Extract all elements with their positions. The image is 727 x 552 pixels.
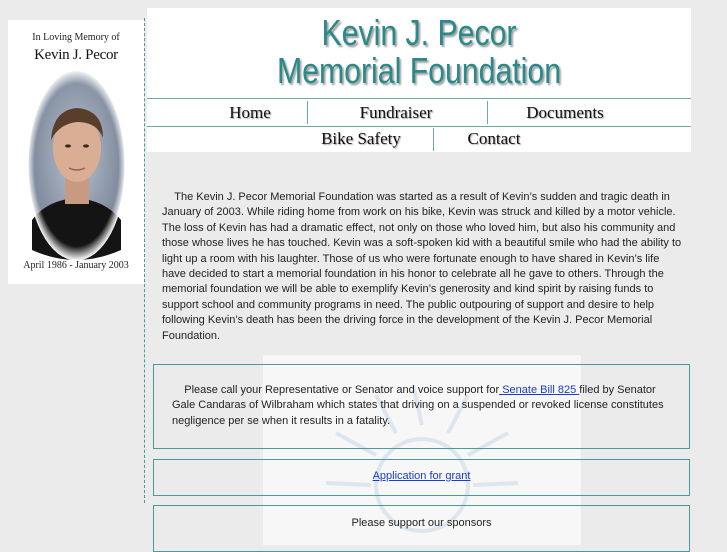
title-line-1: Kevin J. Pecor bbox=[321, 12, 517, 53]
senate-bill-link[interactable]: Senate Bill 825 bbox=[499, 384, 580, 396]
bill-text-before: Please call your Representative or Senator and voice support for bbox=[184, 384, 500, 396]
memorial-name: Kevin J. Pecor bbox=[34, 47, 118, 63]
nav-fundraiser[interactable]: Fundraiser bbox=[359, 102, 433, 122]
nav-row-secondary bbox=[147, 126, 691, 152]
site-header bbox=[147, 8, 691, 152]
bill-text-after: filed by Senator Gale Candaras of Wilbraham which states that driving on a suspended or revoked license constitutes negligence per se when it results in a fatality. bbox=[172, 384, 664, 427]
senate-bill-text bbox=[172, 383, 672, 429]
site-title[interactable] bbox=[191, 14, 648, 90]
memorial-dates: April 1986 - January 2003 bbox=[23, 260, 129, 271]
nav-row-primary bbox=[147, 98, 691, 127]
nav-separator bbox=[433, 128, 434, 151]
sponsors-text: Please support our sponsors bbox=[351, 517, 492, 529]
memorial-card bbox=[8, 20, 144, 284]
nav-contact[interactable]: Contact bbox=[467, 129, 521, 148]
portrait-photo bbox=[27, 70, 126, 261]
application-for-grant-link[interactable]: Application for grant bbox=[372, 470, 471, 482]
title-line-2: Memorial Foundation bbox=[276, 50, 562, 91]
intro-paragraph bbox=[162, 190, 684, 344]
vertical-divider bbox=[144, 18, 145, 503]
senate-bill-box bbox=[153, 364, 690, 449]
nav-bike-safety[interactable]: Bike Safety bbox=[321, 129, 401, 148]
intro-paragraph-text: The Kevin J. Pecor Memorial Foundation was started as a result of Kevin’s sudden and tragic death in January of 2003. While riding home from work on his bike, Kevin was struck and killed by a motor vehicle. The loss of Kevin has had a dramatic effect, not only on those who loved him, but also his community and those whose lives he has touched. Kevin was a soft-spoken kid with a beautiful smile who had the ability to light up a room with his laughter. Those of us who were fortunate enough to have shared in Kevin’s life have decided to start a memorial foundation in his honor to celebrate all he gave to others. Through the memorial foundation we will be able to exemplify Kevin’s generosity and kind spirit by raising funds to support school and community programs in need. The public outpouring of support and desire to help following Kevin’s death has been the driving force in the development of the Kevin J. Pecor Memorial Foundation. bbox=[162, 191, 682, 342]
nav-home[interactable]: Home bbox=[229, 102, 271, 122]
memorial-intro: In Loving Memory of bbox=[32, 32, 120, 43]
grant-box bbox=[153, 459, 690, 496]
nav-documents[interactable]: Documents bbox=[526, 102, 604, 122]
